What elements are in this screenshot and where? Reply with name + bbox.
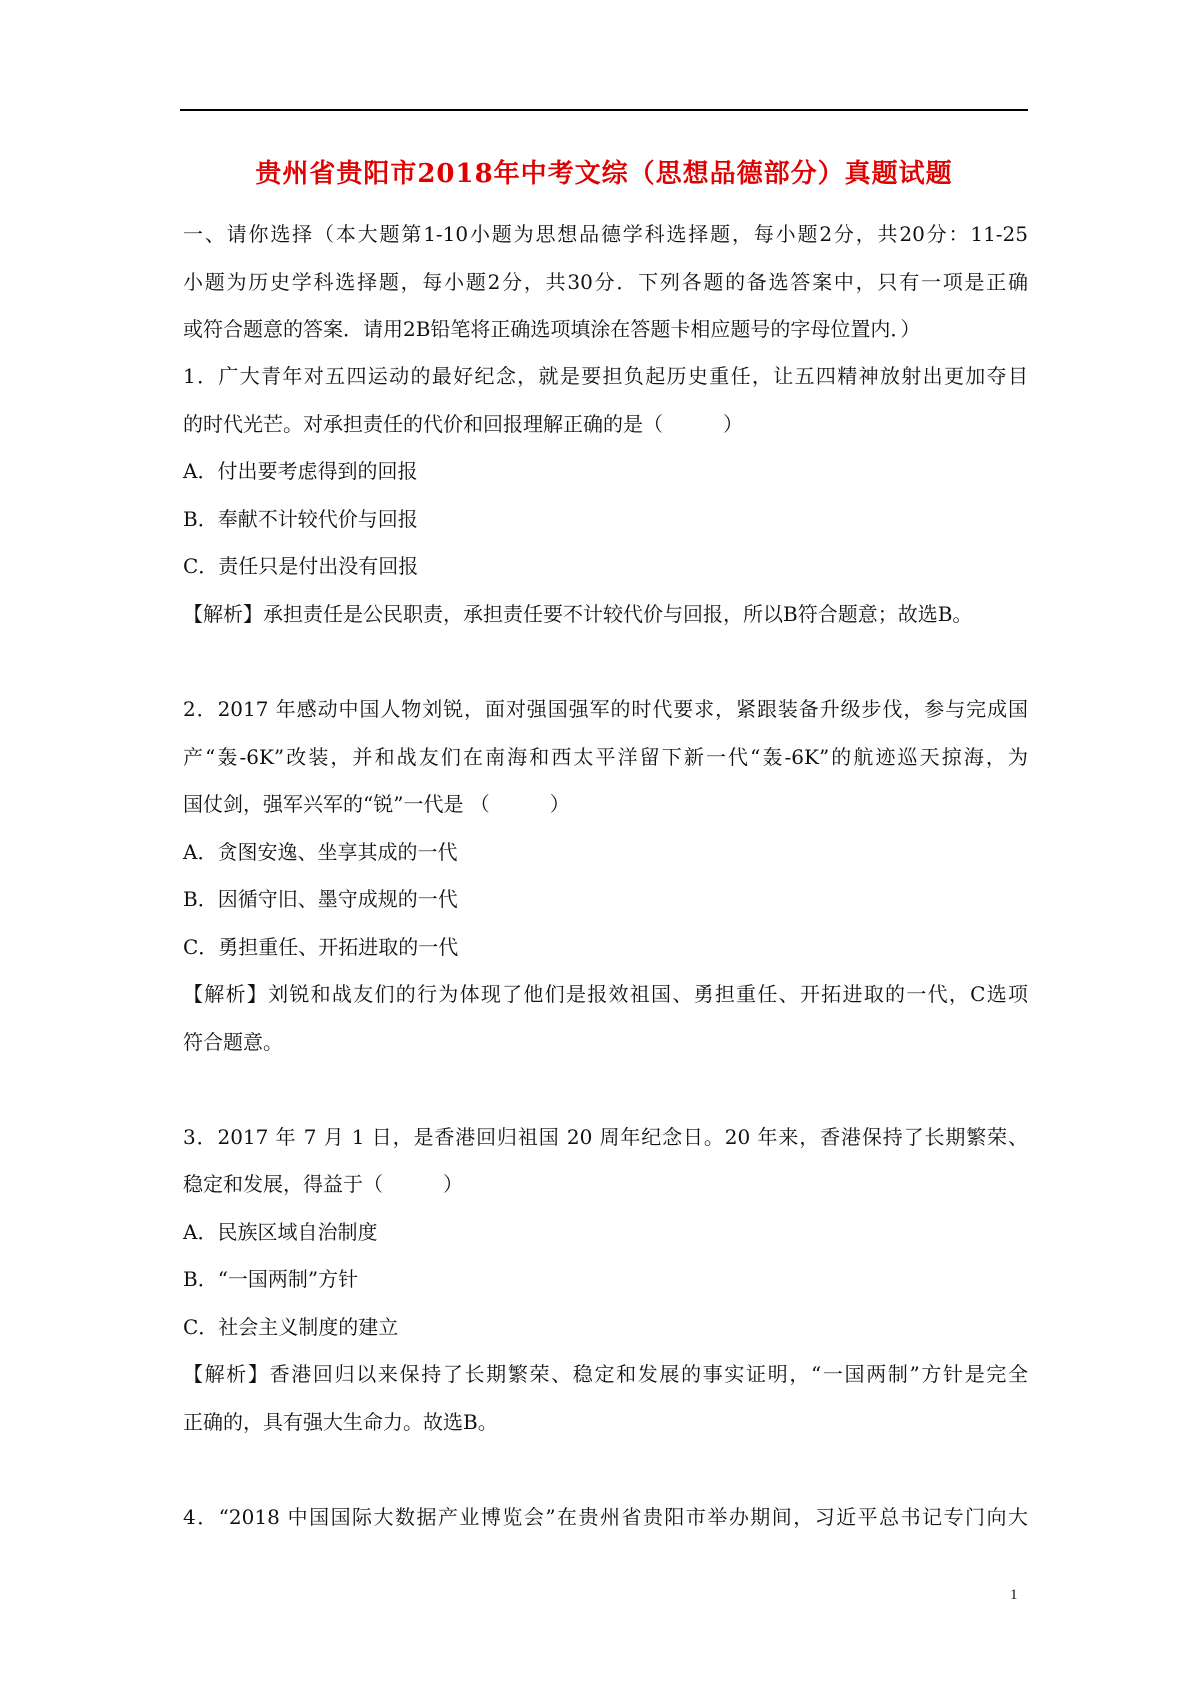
page-number: 1: [1010, 1587, 1018, 1603]
intro-line-1: 一、请你选择（本大题第1-10小题为思想品德学科选择题，每小题2分，共20分：11-25: [183, 222, 1028, 246]
q3-analysis-line-2: 正确的，具有强大生命力。故选B。: [183, 1410, 498, 1434]
q1-option-c: C．责任只是付出没有回报: [183, 554, 419, 578]
q1-stem-line-1: 1．广大青年对五四运动的最好纪念，就是要担负起历史重任，让五四精神放射出更加夺目: [183, 364, 1028, 388]
q3-stem-line-1: 3．2017 年 7 月 1 日，是香港回归祖国 20 周年纪念日。20 年来，香港保持了长期繁荣、: [183, 1125, 1028, 1149]
q2-stem-line-1: 2．2017 年感动中国人物刘锐，面对强国强军的时代要求，紧跟装备升级步伐，参与完成国: [183, 697, 1028, 721]
q1-analysis-text: 承担责任是公民职责，承担责任要不计较代价与回报，所以B符合题意；故选B。: [263, 602, 973, 626]
q3-option-b: B．“一国两制”方针: [183, 1267, 359, 1291]
q1-analysis-label: 【解析】: [183, 602, 263, 626]
q1-option-b: B．奉献不计较代价与回报: [183, 507, 418, 531]
q2-option-b: B．因循守旧、墨守成规的一代: [183, 887, 458, 911]
q2-stem-line-3: 国仗剑，强军兴军的“锐”一代是 （ ）: [183, 792, 570, 816]
q1-option-a: A．付出要考虑得到的回报: [183, 459, 418, 483]
q2-analysis-text: 刘锐和战友们的行为体现了他们是报效祖国、勇担重任、开拓进取的一代，C选项: [268, 982, 1029, 1006]
intro-line-2: 小题为历史学科选择题，每小题2分，共30分．下列各题的备选答案中，只有一项是正确: [183, 270, 1028, 294]
q2-option-a: A．贪图安逸、坐享其成的一代: [183, 840, 458, 864]
q4-stem-line-1: 4．“2018 中国国际大数据产业博览会”在贵州省贵阳市举办期间，习近平总书记专门向大: [183, 1505, 1028, 1529]
q1-stem-line-2: 的时代光芒。对承担责任的代价和回报理解正确的是（ ）: [183, 412, 743, 436]
q3-stem-line-2: 稳定和发展，得益于（ ）: [183, 1172, 463, 1196]
q2-option-c: C．勇担重任、开拓进取的一代: [183, 935, 459, 959]
q2-analysis-label: 【解析】: [183, 982, 269, 1006]
q2-analysis-line-1: [183, 982, 1028, 1006]
q3-option-a: A．民族区域自治制度: [183, 1220, 378, 1244]
page-title: 贵州省贵阳市2018年中考文综（思想品德部分）真题试题: [255, 159, 953, 189]
intro-line-3: 或符合题意的答案．请用2B铅笔将正确选项填涂在答题卡相应题号的字母位置内．）: [183, 317, 921, 341]
q3-option-c: C．社会主义制度的建立: [183, 1315, 399, 1339]
q3-analysis-label: 【解析】: [183, 1362, 270, 1386]
q1-analysis: [183, 602, 1028, 626]
q3-analysis-text: 香港回归以来保持了长期繁荣、稳定和发展的事实证明，“一国两制”方针是完全: [269, 1362, 1029, 1386]
q2-analysis-line-2: 符合题意。: [183, 1030, 283, 1054]
q2-stem-line-2: 产“轰-6K”改装，并和战友们在南海和西太平洋留下新一代“轰-6K”的航迹巡天掠海，为: [183, 745, 1028, 769]
header-rule: [180, 109, 1028, 111]
q3-analysis-line-1: [183, 1362, 1028, 1386]
